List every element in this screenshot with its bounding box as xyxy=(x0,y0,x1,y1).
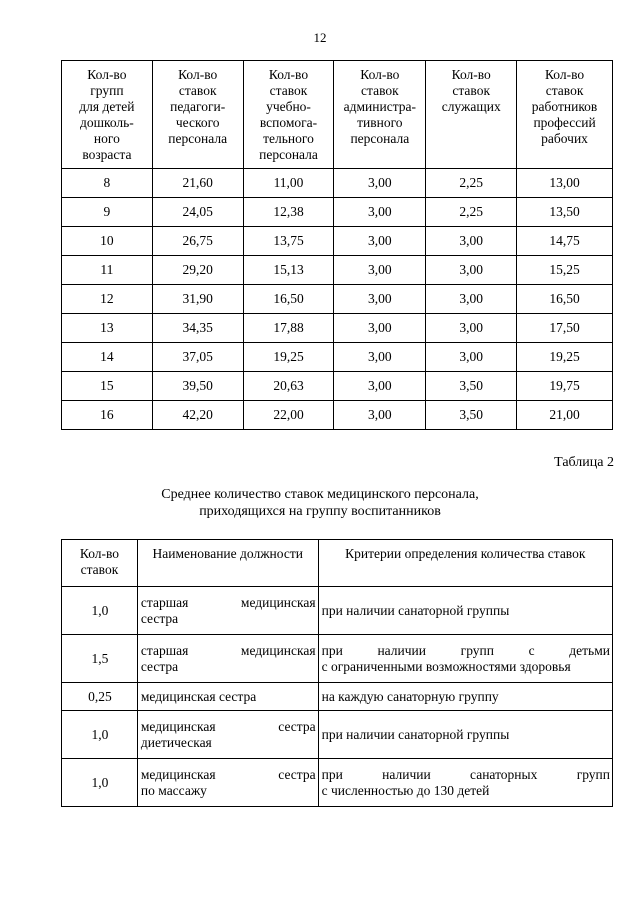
table-row xyxy=(62,372,613,401)
table-row xyxy=(62,169,613,198)
position-cell xyxy=(137,759,318,807)
header-line: Критерии определения количества ставок xyxy=(345,546,586,561)
table-cell: 3,00 xyxy=(334,227,426,256)
table-cell: 2,25 xyxy=(426,198,517,227)
table-cell: 39,50 xyxy=(152,372,243,401)
table-cell: 3,00 xyxy=(334,198,426,227)
table-cell: 42,20 xyxy=(152,401,243,430)
table-cell: 14,75 xyxy=(517,227,613,256)
table-cell: 16 xyxy=(62,401,153,430)
page-number: 12 xyxy=(313,30,327,45)
table-cell: 11 xyxy=(62,256,153,285)
table-cell: 3,00 xyxy=(426,256,517,285)
table-title-line: приходящихся на группу воспитанников xyxy=(199,504,441,519)
table-row xyxy=(62,587,613,635)
table1-header-cell xyxy=(426,61,517,169)
cell-line: с численностью до 130 детей xyxy=(321,782,490,798)
table-cell: 13,00 xyxy=(517,169,613,198)
table-cell: 20,63 xyxy=(243,372,334,401)
table-cell: 13,50 xyxy=(517,198,613,227)
table-title xyxy=(0,486,640,520)
header-line: ставок xyxy=(545,83,584,98)
table-cell: 26,75 xyxy=(152,227,243,256)
table-row xyxy=(62,401,613,430)
cell-line: на каждую санаторную группу xyxy=(321,688,499,704)
table-cell: 3,00 xyxy=(334,372,426,401)
table-cell: 19,75 xyxy=(517,372,613,401)
header-line: Кол-во xyxy=(544,67,585,82)
table-cell: 3,50 xyxy=(426,401,517,430)
table-row xyxy=(62,635,613,683)
table-row xyxy=(62,711,613,759)
header-line: групп xyxy=(90,83,124,98)
cell-line: диетическая xyxy=(140,734,212,750)
header-line: для детей xyxy=(79,99,135,114)
cell-line: по массажу xyxy=(140,782,207,798)
table-row xyxy=(62,683,613,711)
header-line: ставок xyxy=(80,562,119,577)
cell-line: с ограниченными возможностями здоровья xyxy=(321,658,571,674)
header-line: ставок xyxy=(361,83,399,98)
position-cell xyxy=(137,635,318,683)
table-caption: Таблица 2 xyxy=(554,455,614,470)
criteria-cell xyxy=(318,635,612,683)
table-cell: 3,00 xyxy=(426,314,517,343)
header-line: Кол-во xyxy=(87,67,127,82)
position-cell xyxy=(137,587,318,635)
table-cell: 31,90 xyxy=(152,285,243,314)
header-line: профессий xyxy=(533,115,596,130)
staff-rates-table xyxy=(61,60,613,430)
table-cell: 17,88 xyxy=(243,314,334,343)
header-line: Кол-во xyxy=(178,67,218,82)
rate-count-cell: 1,0 xyxy=(62,711,138,759)
position-cell xyxy=(137,711,318,759)
table-row xyxy=(62,759,613,807)
table1-header-cell xyxy=(334,61,426,169)
header-line: педагоги- xyxy=(170,99,226,114)
header-line: персонала xyxy=(350,131,410,146)
table2-header-cell xyxy=(318,540,612,587)
table1-header-cell xyxy=(152,61,243,169)
table-cell: 3,00 xyxy=(334,256,426,285)
table2-header-cell xyxy=(137,540,318,587)
header-line: Наименование должности xyxy=(152,546,303,561)
table-cell: 12 xyxy=(62,285,153,314)
table-cell: 12,38 xyxy=(243,198,334,227)
position-cell xyxy=(137,683,318,711)
table-cell: 3,00 xyxy=(334,285,426,314)
cell-line: медицинская сестра xyxy=(140,688,257,704)
table-cell: 21,00 xyxy=(517,401,613,430)
header-line: тельного xyxy=(263,131,314,146)
table1-header-cell xyxy=(62,61,153,169)
header-line: служащих xyxy=(441,99,501,114)
cell-line: при наличии санаторных групп xyxy=(321,766,610,782)
header-line: персонала xyxy=(259,147,318,162)
table-cell: 15,25 xyxy=(517,256,613,285)
table-cell: 22,00 xyxy=(243,401,334,430)
table-cell: 16,50 xyxy=(243,285,334,314)
table-cell: 14 xyxy=(62,343,153,372)
table-cell: 15,13 xyxy=(243,256,334,285)
header-line: Кол-во xyxy=(79,546,120,561)
table-cell: 11,00 xyxy=(243,169,334,198)
table-cell: 3,00 xyxy=(334,401,426,430)
cell-line: медицинская сестра xyxy=(140,766,316,782)
header-line: Кол-во xyxy=(360,67,400,82)
table-cell: 29,20 xyxy=(152,256,243,285)
table1-header-cell xyxy=(517,61,613,169)
table-row xyxy=(62,343,613,372)
table-row xyxy=(62,198,613,227)
table-cell: 10 xyxy=(62,227,153,256)
cell-line: сестра xyxy=(140,610,179,626)
table-cell: 24,05 xyxy=(152,198,243,227)
header-line: ставок xyxy=(452,83,491,98)
table-cell: 17,50 xyxy=(517,314,613,343)
rate-count-cell: 0,25 xyxy=(62,683,138,711)
header-line: Кол-во xyxy=(268,67,309,82)
cell-line: при наличии санаторной группы xyxy=(321,726,510,742)
table-cell: 19,25 xyxy=(517,343,613,372)
cell-line: при наличии санаторной группы xyxy=(321,602,510,618)
table-cell: 21,60 xyxy=(152,169,243,198)
cell-line: старшая медицинская xyxy=(140,642,316,658)
table-cell: 3,00 xyxy=(334,314,426,343)
table-cell: 16,50 xyxy=(517,285,613,314)
header-line: администра- xyxy=(343,99,417,114)
rate-count-cell: 1,0 xyxy=(62,759,138,807)
header-line: ставок xyxy=(269,83,308,98)
table-row xyxy=(62,314,613,343)
table2-header-cell xyxy=(62,540,138,587)
table-cell: 13,75 xyxy=(243,227,334,256)
cell-line: сестра xyxy=(140,658,179,674)
header-line: возраста xyxy=(82,147,132,162)
table-cell: 34,35 xyxy=(152,314,243,343)
header-line: ставок xyxy=(178,83,217,98)
table-cell: 2,25 xyxy=(426,169,517,198)
table-cell: 3,50 xyxy=(426,372,517,401)
rate-count-cell: 1,0 xyxy=(62,587,138,635)
table-cell: 19,25 xyxy=(243,343,334,372)
table-cell: 9 xyxy=(62,198,153,227)
criteria-cell xyxy=(318,587,612,635)
table-cell: 3,00 xyxy=(426,227,517,256)
table-cell: 3,00 xyxy=(426,285,517,314)
table-cell: 37,05 xyxy=(152,343,243,372)
table-cell: 3,00 xyxy=(334,343,426,372)
table-row xyxy=(62,256,613,285)
medical-staff-table xyxy=(61,539,613,807)
header-line: ного xyxy=(93,131,120,146)
cell-line: медицинская сестра xyxy=(140,718,316,734)
table-title-line: Среднее количество ставок медицинского персонала, xyxy=(161,487,479,502)
table-cell: 15 xyxy=(62,372,153,401)
table-cell: 8 xyxy=(62,169,153,198)
cell-line: при наличии групп с детьми xyxy=(321,642,610,658)
table1-header-cell xyxy=(243,61,334,169)
table-cell: 13 xyxy=(62,314,153,343)
header-line: Кол-во xyxy=(451,67,491,82)
rate-count-cell: 1,5 xyxy=(62,635,138,683)
table-cell: 3,00 xyxy=(334,169,426,198)
header-line: персонала xyxy=(168,131,228,146)
table1-header-row xyxy=(62,61,613,169)
header-line: работников xyxy=(531,99,598,114)
header-line: учебно- xyxy=(266,99,311,114)
header-line: рабочих xyxy=(541,131,588,146)
criteria-cell xyxy=(318,683,612,711)
criteria-cell xyxy=(318,759,612,807)
criteria-cell xyxy=(318,711,612,759)
table-cell: 3,00 xyxy=(426,343,517,372)
header-line: дошколь- xyxy=(79,115,134,130)
table-row xyxy=(62,227,613,256)
header-line: тивного xyxy=(357,115,403,130)
header-line: вспомога- xyxy=(259,115,318,130)
cell-line: старшая медицинская xyxy=(140,594,316,610)
header-line: ческого xyxy=(175,115,220,130)
table2-header-row xyxy=(62,540,613,587)
table-row xyxy=(62,285,613,314)
